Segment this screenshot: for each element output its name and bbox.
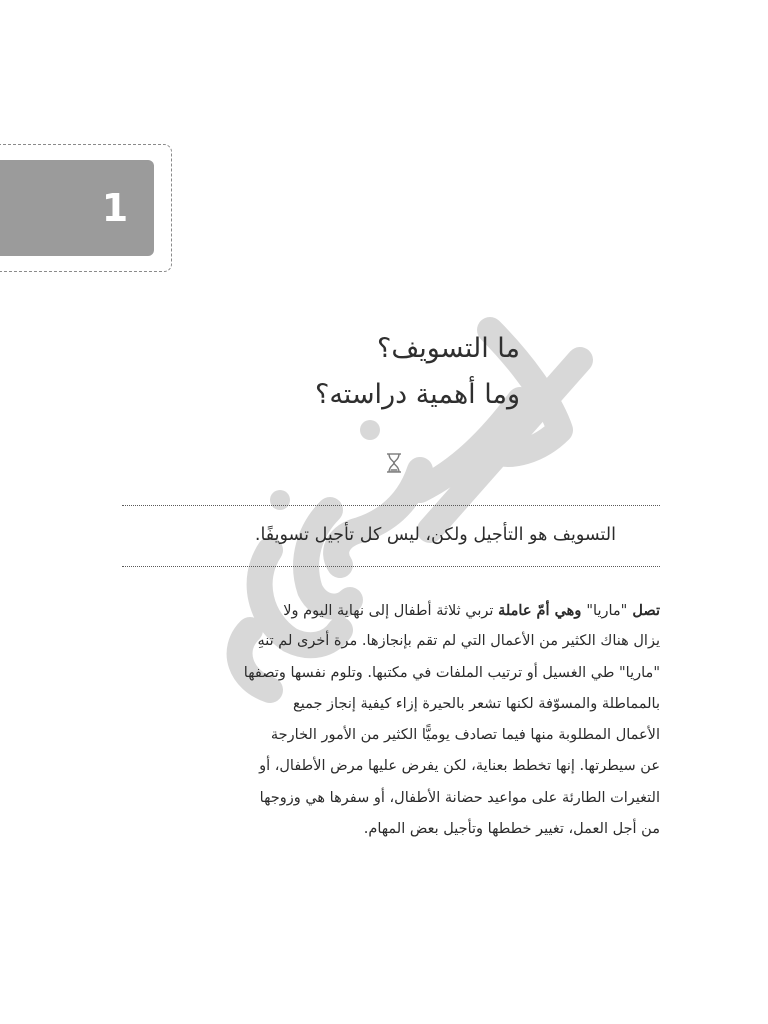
divider-bottom [122, 566, 660, 567]
body-bold-working-mother: وهي أمّ عاملة [498, 602, 587, 619]
hourglass-icon [384, 452, 404, 474]
body-line-2: يزال هناك الكثير من الأعمال التي لم تقم بإنجازها. مرة أخرى لم تنهِ [257, 633, 660, 650]
body-paragraph [124, 595, 660, 845]
page-title [170, 326, 520, 418]
body-name-maria: "ماريا" [586, 603, 628, 619]
body-line-4: بالمماطلة والمسوّفة لكنها تشعر بالحيرة إزاء كيفية إنجاز جميع [292, 695, 660, 712]
body-bold-intro: تصل [627, 602, 660, 619]
body-line-6: عن سيطرتها. إنها تخطط بعناية، لكن يفرض عليها مرض الأطفال، أو [259, 758, 660, 775]
title-line-2: وما أهمية دراسته؟ [314, 379, 520, 410]
divider-top [122, 505, 660, 506]
chapter-number: 1 [101, 186, 129, 230]
body-line-5: الأعمال المطلوبة منها فيما تصادف يوميًّا الكثير من الأمور الخارجة [270, 727, 660, 744]
body-line-7: التغيرات الطارئة على مواعيد حضانة الأطفال، أو سفرها هي وزوجها [259, 789, 660, 806]
chapter-tab [0, 160, 154, 256]
title-line-1: ما التسويف؟ [377, 333, 520, 364]
body-line-8: من أجل العمل، تغيير خططها وتأجيل بعض المهام. [363, 821, 660, 838]
body-line-3: "ماريا" طي الغسيل أو ترتيب الملفات في مكتبها. وتلوم نفسها وتصفها [243, 664, 660, 681]
section-subtitle: التسويف هو التأجيل ولكن، ليس كل تأجيل تسويفًا. [254, 525, 616, 545]
body-line-1 [124, 595, 660, 626]
body-line-1-rest: تربي ثلاثة أطفال إلى نهاية اليوم ولا [283, 603, 499, 619]
